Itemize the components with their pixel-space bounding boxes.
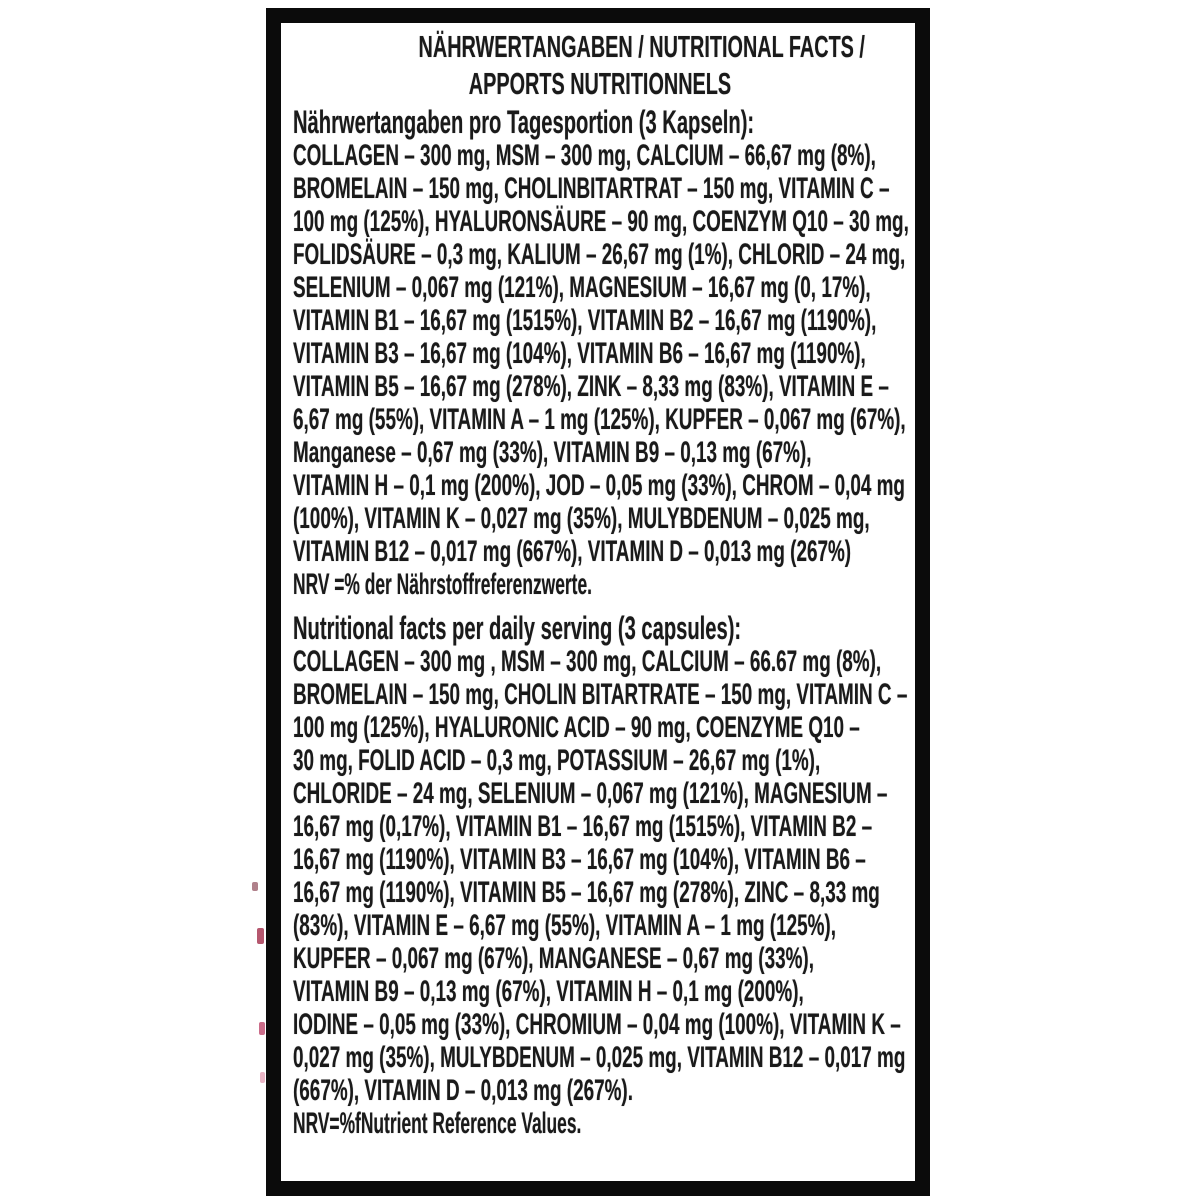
nutrition-line: 100 mg (125%), HYALURONSÄURE – 90 mg, COENZYM Q10 – 30 mg, xyxy=(293,205,909,238)
panel-title-text-2: APPORTS NUTRITIONNELS xyxy=(468,66,732,101)
print-artifact-mark xyxy=(257,928,264,944)
nutrition-line: SELENIUM – 0,067 mg (121%), MAGNESIUM – 16,67 mg (0, 17%), xyxy=(293,271,871,304)
print-artifact-mark xyxy=(252,882,258,891)
print-artifact-mark xyxy=(259,1022,265,1035)
nutrition-line: 6,67 mg (55%), VITAMIN A – 1 mg (125%), KUPFER – 0,067 mg (67%), xyxy=(293,403,906,436)
panel-title-line-1 xyxy=(293,28,907,65)
german-section-heading: Nährwertangaben pro Tagesportion (3 Kapseln): xyxy=(293,104,755,140)
english-section-heading: Nutritional facts per daily serving (3 capsules): xyxy=(293,610,742,646)
nutrition-facts-panel xyxy=(266,8,930,1196)
nutrition-line: COLLAGEN – 300 mg , MSM – 300 mg, CALCIUM – 66.67 mg (8%), xyxy=(293,645,882,678)
print-artifact-mark xyxy=(260,1072,265,1083)
nutrition-line: COLLAGEN – 300 mg, MSM – 300 mg, CALCIUM – 66,67 mg (8%), xyxy=(293,139,876,172)
panel-title-line-2 xyxy=(293,65,907,102)
nutrition-line: CHLORIDE – 24 mg, SELENIUM – 0,067 mg (121%), MAGNESIUM – xyxy=(293,777,888,810)
nutrition-line: Manganese – 0,67 mg (33%), VITAMIN B9 – 0,13 mg (67%), xyxy=(293,436,812,469)
english-nrv-note: NRV=%fNutrient Reference Values. xyxy=(293,1107,582,1140)
nutrition-line: VITAMIN B3 – 16,67 mg (104%), VITAMIN B6 – 16,67 mg (1190%), xyxy=(293,337,866,370)
nutrition-line: VITAMIN B9 – 0,13 mg (67%), VITAMIN H – 0,1 mg (200%), xyxy=(293,975,804,1008)
nutrition-line: 16,67 mg (0,17%), VITAMIN B1 – 16,67 mg (1515%), VITAMIN B2 – xyxy=(293,810,873,843)
nutrition-line: VITAMIN B5 – 16,67 mg (278%), ZINK – 8,33 mg (83%), VITAMIN E – xyxy=(293,370,889,403)
nutrition-line: VITAMIN B12 – 0,017 mg (667%), VITAMIN D – 0,013 mg (267%) xyxy=(293,535,852,568)
nutrition-line: KUPFER – 0,067 mg (67%), MANGANESE – 0,67 mg (33%), xyxy=(293,942,814,975)
nutrition-line: (100%), VITAMIN K – 0,027 mg (35%), MULYBDENUM – 0,025 mg, xyxy=(293,502,870,535)
nutrition-line: IODINE – 0,05 mg (33%), CHROMIUM – 0,04 mg (100%), VITAMIN K – xyxy=(293,1008,901,1041)
nutrition-line: VITAMIN B1 – 16,67 mg (1515%), VITAMIN B2 – 16,67 mg (1190%), xyxy=(293,304,877,337)
nutrition-line: VITAMIN H – 0,1 mg (200%), JOD – 0,05 mg (33%), CHROM – 0,04 mg xyxy=(293,469,905,502)
nutrition-line: BROMELAIN – 150 mg, CHOLINBITARTRAT – 150 mg, VITAMIN C – xyxy=(293,172,890,205)
nutrition-line: 100 mg (125%), HYALURONIC ACID – 90 mg, COENZYME Q10 – xyxy=(293,711,860,744)
nutrition-line: BROMELAIN – 150 mg, CHOLIN BITARTRATE – 150 mg, VITAMIN C – xyxy=(293,678,908,711)
nutrition-line: 16,67 mg (1190%), VITAMIN B5 – 16,67 mg (278%), ZINC – 8,33 mg xyxy=(293,876,880,909)
panel-title-text-1: NÄHRWERTANGABEN / NUTRITIONAL FACTS / xyxy=(418,29,865,64)
nutrition-line: 0,027 mg (35%), MULYBDENUM – 0,025 mg, VITAMIN B12 – 0,017 mg xyxy=(293,1041,906,1074)
nutrition-line: (667%), VITAMIN D – 0,013 mg (267%). xyxy=(293,1074,633,1107)
nutrition-line: 30 mg, FOLID ACID – 0,3 mg, POTASSIUM – 26,67 mg (1%), xyxy=(293,744,821,777)
nutrition-line: FOLIDSÄURE – 0,3 mg, KALIUM – 26,67 mg (1%), CHLORID – 24 mg, xyxy=(293,238,906,271)
nutrition-line: 16,67 mg (1190%), VITAMIN B3 – 16,67 mg (104%), VITAMIN B6 – xyxy=(293,843,866,876)
german-nrv-note: NRV =% der Nährstoffreferenzwerte. xyxy=(293,568,592,601)
nutrition-line: (83%), VITAMIN E – 6,67 mg (55%), VITAMIN A – 1 mg (125%), xyxy=(293,909,836,942)
